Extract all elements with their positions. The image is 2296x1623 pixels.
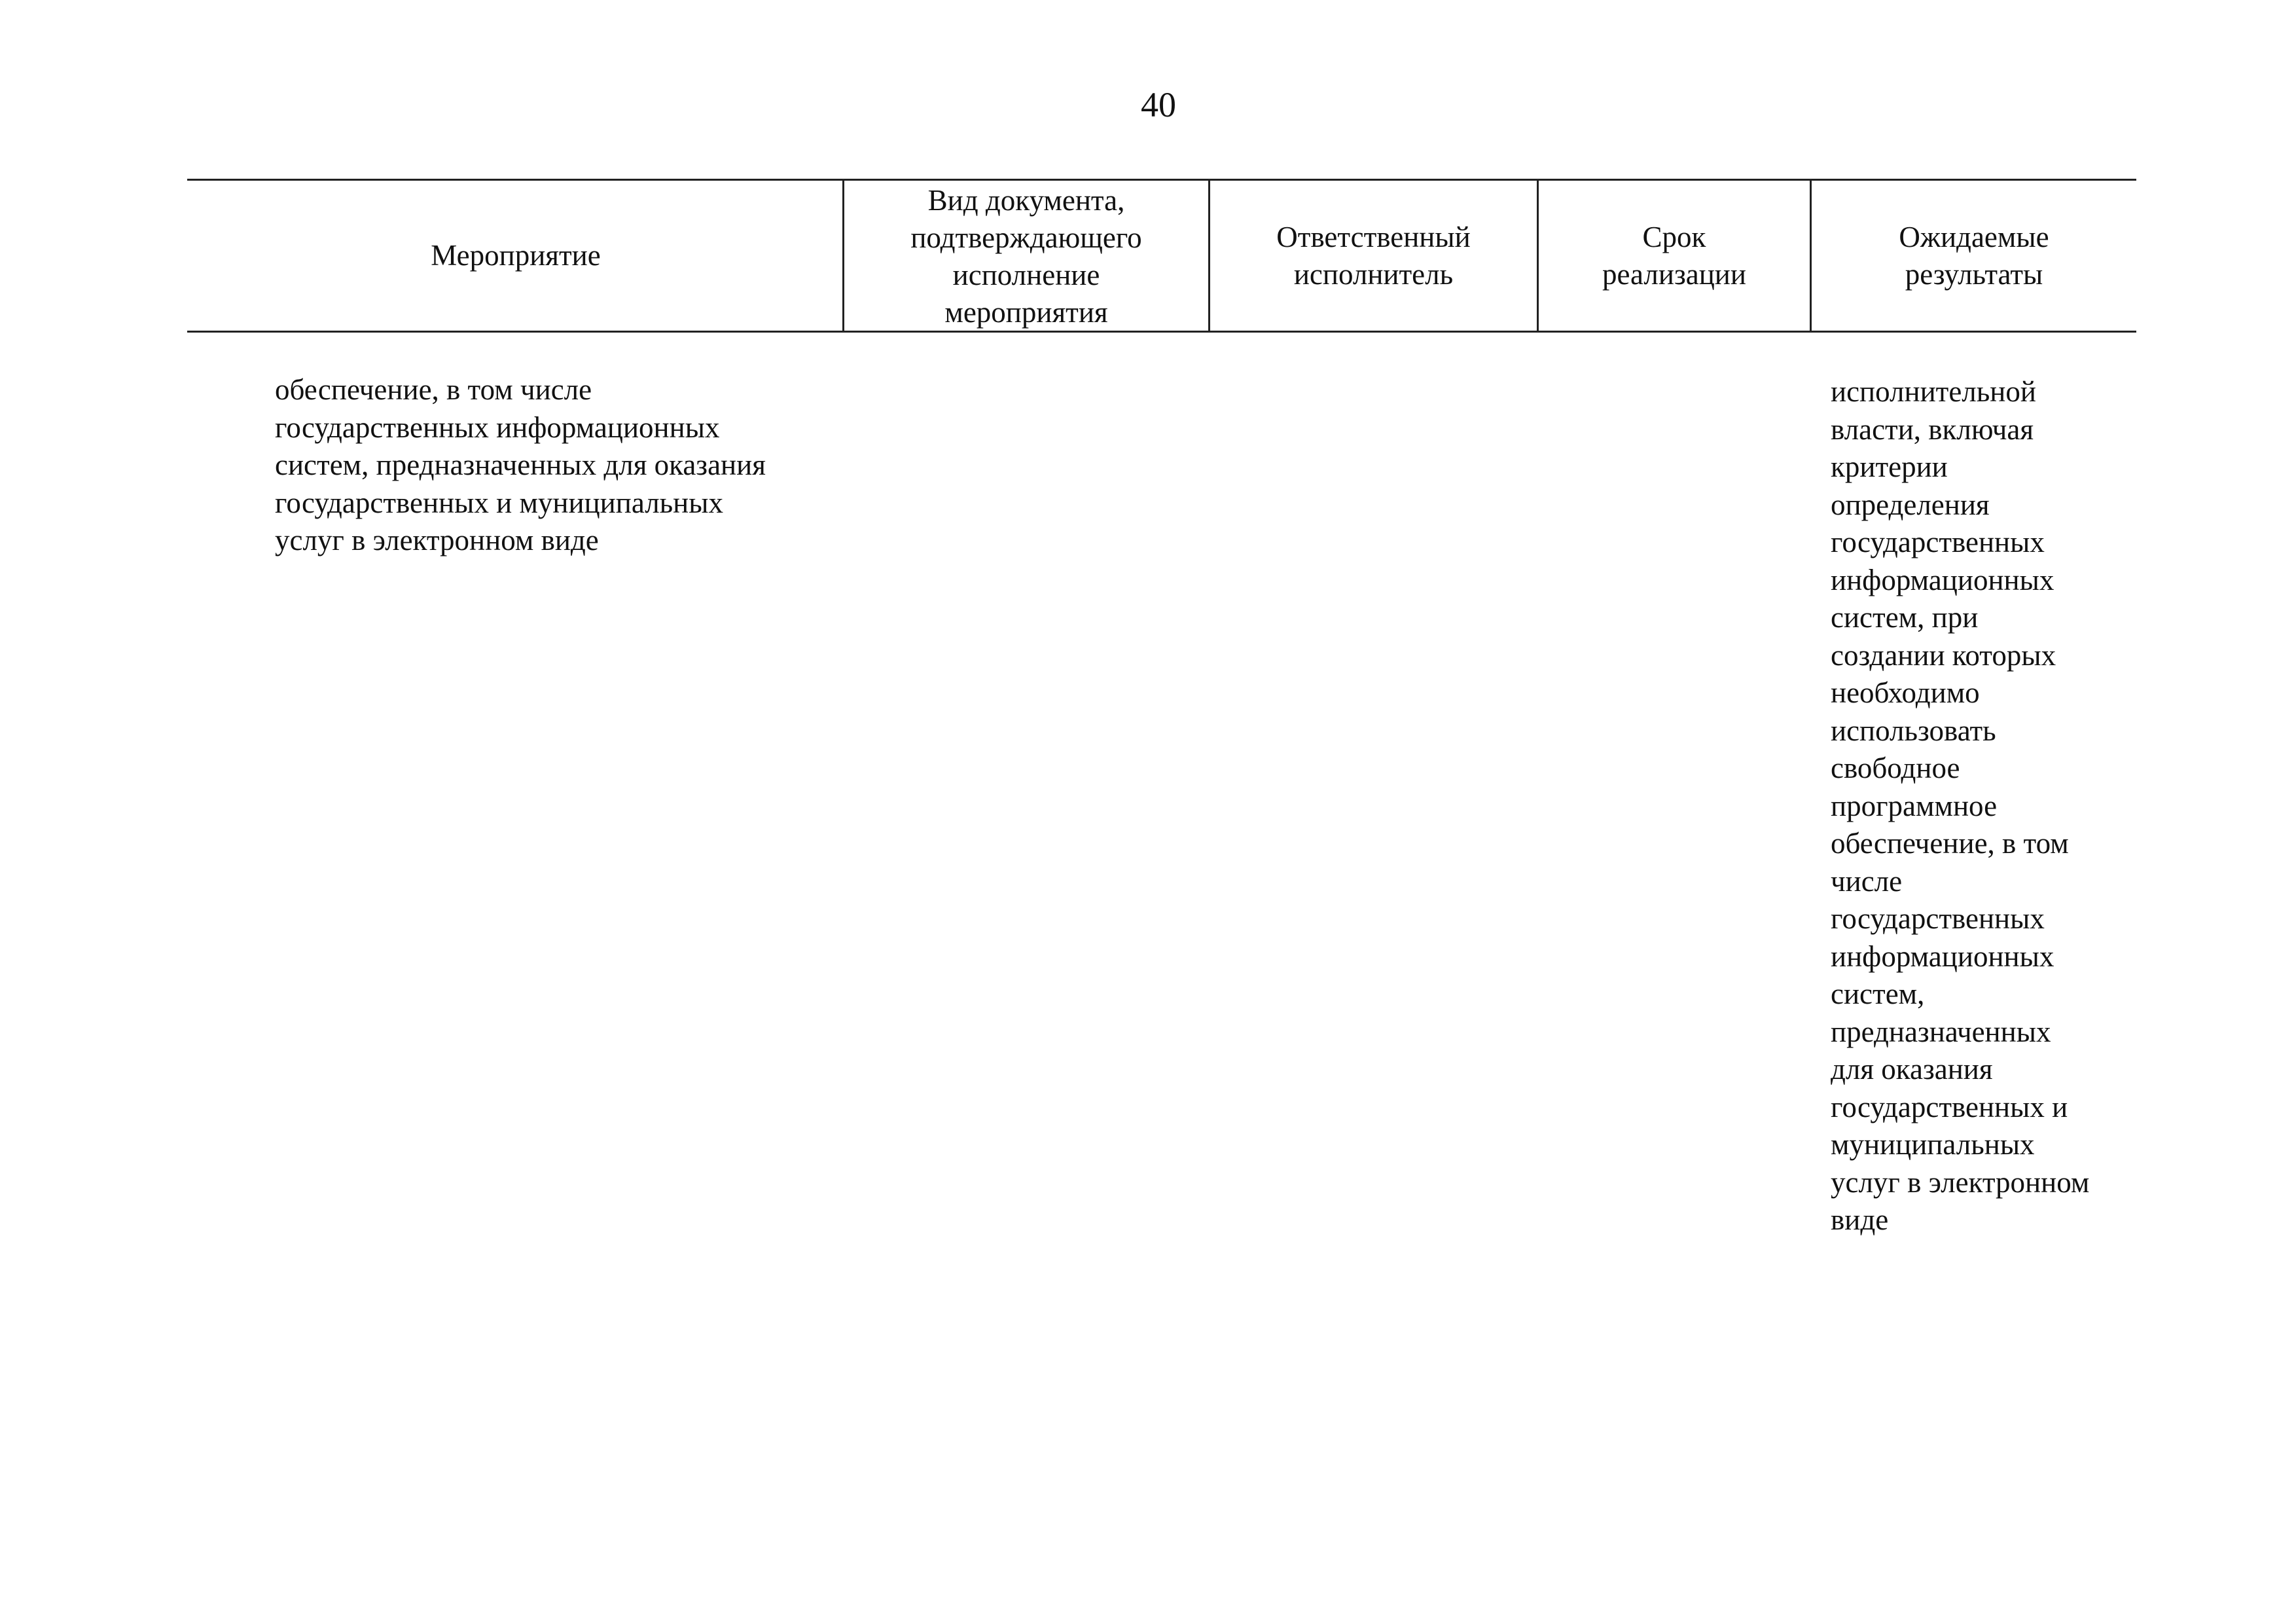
header-deadline: Срок реализации [1602,220,1746,291]
header-expected-results: Ожидаемые результаты [1899,220,2049,291]
cell-measure: обеспечение, в том числе государственных информационных систем, предназначенных для оказания государственных и муниципальных услуг в электронном виде [275,373,766,556]
header-document-type: Вид документа, подтверждающего исполнение мероприятия [910,184,1142,329]
header-responsible: Ответственный исполнитель [1276,220,1471,291]
page-number: 40 [1141,85,1176,124]
header-measure: Мероприятие [431,239,601,272]
table-header-bottom-rule [187,331,2136,333]
cell-expected-results: исполнительной власти, включая критерии определения государственных информационных систем, при создании которых необходимо использовать свободное программное обеспечение, в том числе государственных информационных систем, предназначенных для оказания государственных и муниципальных услуг в электронном виде [1831,375,2090,1236]
